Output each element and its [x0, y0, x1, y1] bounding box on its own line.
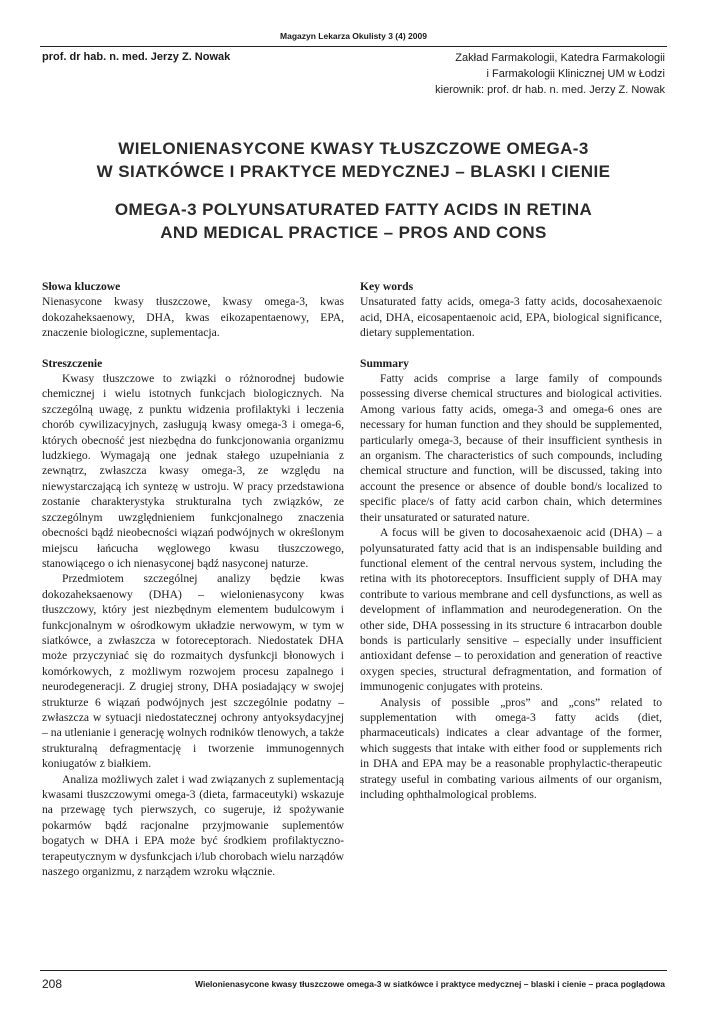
journal-header: Magazyn Lekarza Okulisty 3 (4) 2009 — [280, 31, 427, 41]
affiliation — [435, 50, 665, 98]
title-polish — [0, 137, 707, 183]
keywords-heading: Key words — [360, 280, 414, 293]
summary-paragraph: Analysis of possible „pros” and „cons” related to supplementation with omega-3 fatty acids (diet, pharmaceuticals) indicates a clear advantage of the former, which suggests that intake with either food or supplements rich in DHA and EPA may be a reasonable prophylactic-therapeutic strategy useful in combating various ailments of our organism, including ophthalmological problems. — [360, 695, 662, 801]
summary-heading: Summary — [360, 356, 409, 370]
footer-rule — [40, 970, 667, 971]
author-name: prof. dr hab. n. med. Jerzy Z. Nowak — [42, 51, 231, 63]
summary-paragraph: Fatty acids comprise a large family of compounds possessing diverse chemical structures and biological activities. Among various fatty acids, omega-3 and omega-6 ones are necessary for human function and they should be supplemented, particularly omega-3, because of their insufficient synthesis in an organism. The characteristics of such compounds, including chemical structure and function, will be discussed, taking into account the presence or absence of double bond/s localized to specific place/s of fatty acid carbon chain, which determines their unsaturated or saturated nature. — [360, 372, 662, 524]
summary-paragraph: Kwasy tłuszczowe to związki o różnorodnej budowie chemicznej i wielu istotnych funkcjach biologicznych. Na szczególną uwagę, z punktu widzenia profilaktyki i leczenia chorób cywilizacyjnych, zasługują kwasy omega-3 i omega-6, których obecność jest niezbędna do funkcjonowania organizmu ludzkiego. Wymagają one jednak stałego uzupełniania z zewnątrz, zwłaszcza kwasy omega-3, ze względu na niewystarczającą ich syntezę w ustroju. W pracy przedstawiona zostanie charakterystyka strukturalna tych związków, ze szczególnym uwzględnieniem funkcjonalnego znaczenia obecności bądź nieobecności wiązań podwójnych w określonym miejscu łańcucha węglowego kwasu tłuszczowego, stanowiącego o ich nienasyconej bądź nasyconej naturze. — [42, 372, 344, 570]
header-rule — [40, 46, 667, 47]
title-line: WIELONIENASYCONE KWASY TŁUSZCZOWE OMEGA-3 — [118, 139, 589, 158]
title-english — [0, 198, 707, 244]
polish-column — [42, 279, 344, 879]
title-line: OMEGA-3 POLYUNSATURATED FATTY ACIDS IN RETINA — [114, 200, 593, 219]
affiliation-line: i Farmakologii Klinicznej UM w Łodzi — [486, 68, 665, 80]
keywords-text: Nienasycone kwasy tłuszczowe, kwasy omega-3, kwas dokozaheksaenowy, DHA, kwas eikozapentaenowy, EPA, znaczenie biologiczne, suplementacja. — [42, 295, 344, 340]
summary-paragraph: A focus will be given to docosahexaenoic acid (DHA) – a polyunsaturated fatty acid that is an indispensable building and functional element of the central nervous system, including the retina with its photoreceptors. Insufficient supply of DHA may contribute to various membrane and cell dysfunctions, as well as development of inflammation and neurodegeneration. On the other side, DHA possessing in its structure 6 intracarbon double bonds is particularly sensitive – especially under insufficient antioxidant defense – to peroxidation and generation of reactive oxygen species, structural defragmentation, and formation of immunogenic conjugates with proteins. — [360, 526, 662, 694]
page-number: 208 — [42, 977, 63, 991]
keywords-text: Unsaturated fatty acids, omega-3 fatty acids, docosahexaenoic acid, DHA, eicosapentaenoic acid, EPA, biological significance, dietary supplementation. — [360, 295, 662, 340]
affiliation-line: Zakład Farmakologii, Katedra Farmakologii — [455, 52, 665, 64]
affiliation-line: kierownik: prof. dr hab. n. med. Jerzy Z. Nowak — [435, 84, 665, 96]
summary-paragraph: Analiza możliwych zalet i wad związanych z suplementacją kwasami tłuszczowymi omega-3 (dieta, farmaceutyki) wskazuje na przewagę tych pierwszych, co sugeruje, iż spożywanie pokarmów bądź racjonalne przyjmowanie suplementów bogatych w DHA i EPA może być środkiem profilaktyczno-terapeutycznym w dysfunkcjach i/lub chorobach wielu narządów naszego organizmu, z narządem wzroku włącznie. — [42, 772, 344, 879]
english-column — [360, 279, 662, 802]
title-line: W SIATKÓWCE I PRAKTYCE MEDYCZNEJ – BLASKI I CIENIE — [96, 162, 611, 181]
title-line: AND MEDICAL PRACTICE – PROS AND CONS — [160, 223, 547, 242]
summary-heading: Streszczenie — [42, 356, 103, 370]
keywords-heading: Słowa kluczowe — [42, 280, 121, 293]
running-footer: Wielonienasycone kwasy tłuszczowe omega-3 w siatkówce i praktyce medycznej – blaski i cienie – praca poglądowa — [195, 979, 665, 989]
summary-paragraph: Przedmiotem szczególnej analizy będzie kwas dokozaheksaenowy (DHA) – wielonienasycony kwas tłuszczowy, który jest niezbędnym elementem budulcowym i funkcjonalnym w ośrodkowym układzie nerwowym, w tym w siatkówce, a zwłaszcza w fotoreceptorach. Niedostatek DHA może przyczyniać się do rozmaitych dysfunkcji błonowych i komórkowych, z możliwym rozwojem procesu zapalnego i neurodegeneracji. Z drugiej strony, DHA posiadający w swojej strukturze 6 wiązań podwójnych jest szczególnie podatny – zwłaszcza w sytuacji niedostatecznej ochrony antyoksydacyjnej – na utlenianie i generację wolnych rodników tlenowych, a także strukturalną defragmentację i tworzenie immunogennych koniugatów z białkiem. — [42, 572, 344, 771]
